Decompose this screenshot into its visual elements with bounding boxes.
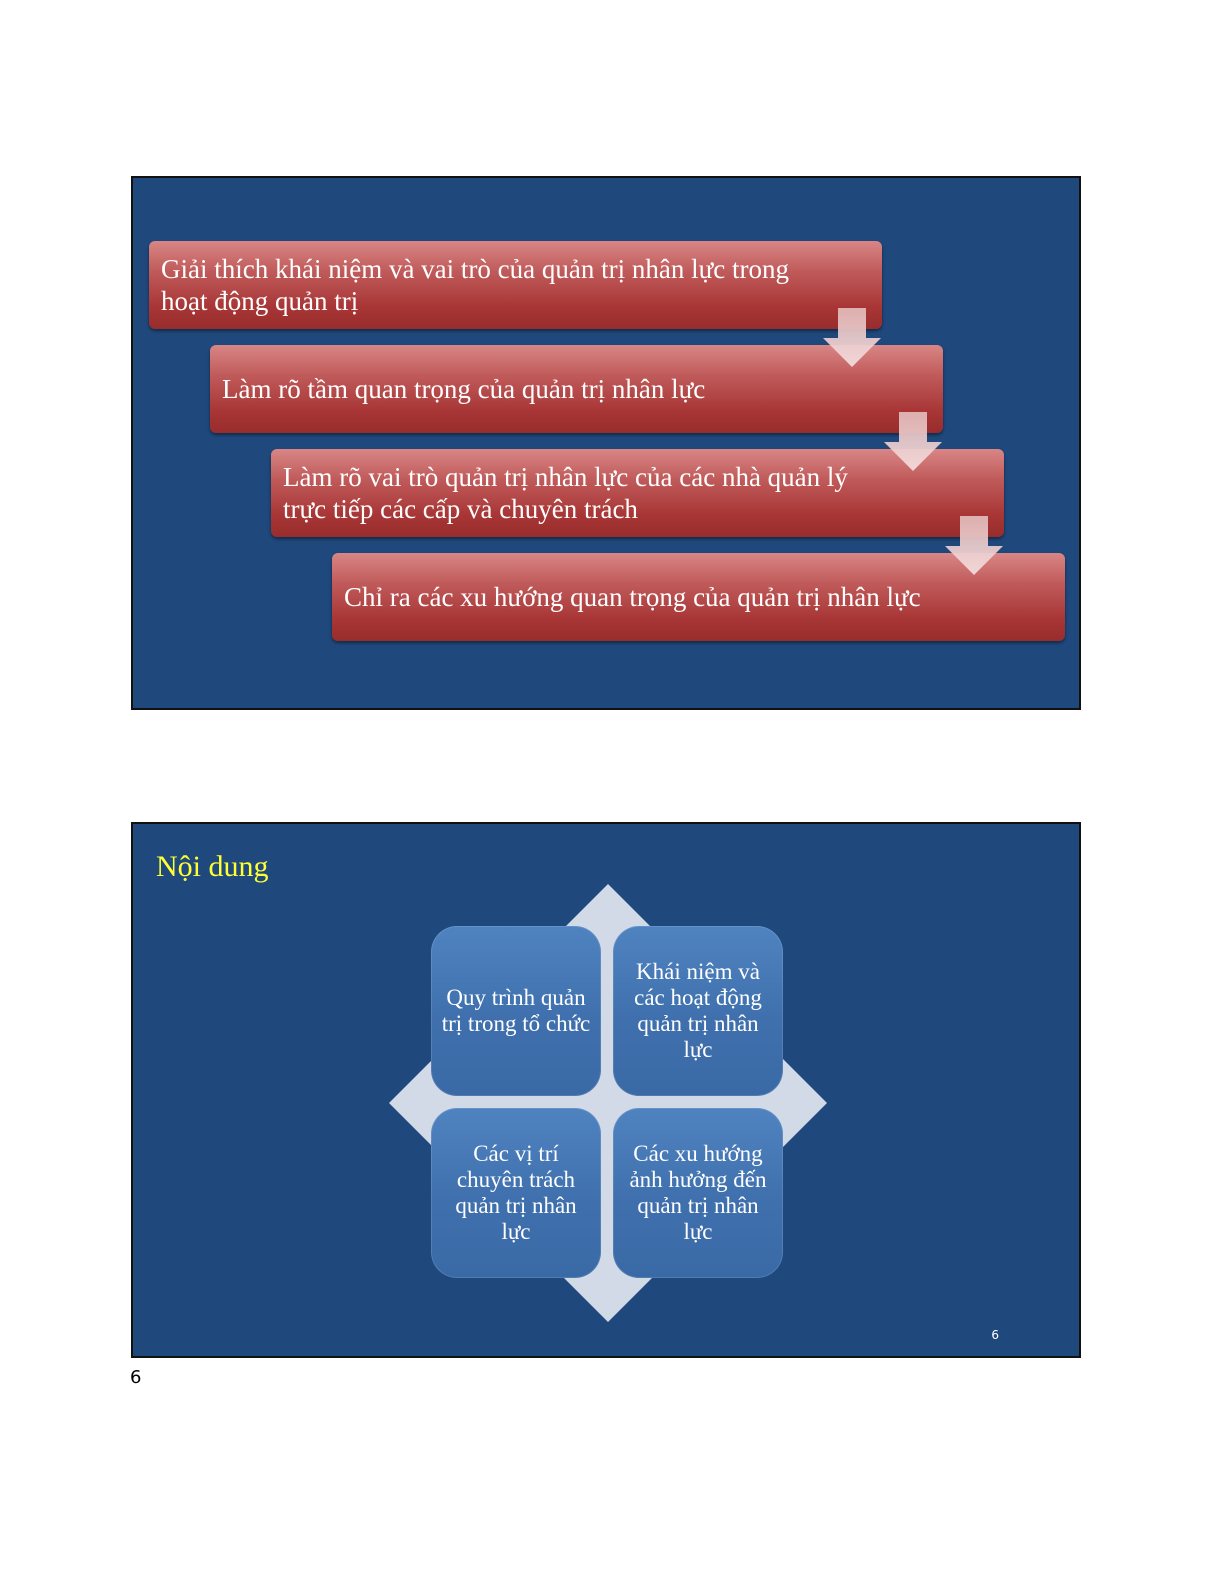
quadrant-bottom-left — [431, 1108, 601, 1278]
slide-number: 6 — [991, 1328, 999, 1342]
slide-title: Nội dung — [156, 850, 269, 883]
slide-objectives — [131, 176, 1081, 710]
quadrant-bottom-right — [613, 1108, 783, 1278]
process-step-1-text: Giải thích khái niệm và vai trò của quản trị nhân lực trong hoạt động quản trị — [161, 254, 789, 316]
slide-contents — [131, 822, 1081, 1358]
quadrant-top-right-text: Khái niệm và các hoạt động quản trị nhân lực — [634, 959, 762, 1062]
quadrant-top-left — [431, 926, 601, 1096]
quadrant-bottom-left-text: Các vị trí chuyên trách quản trị nhân lực — [455, 1141, 577, 1244]
down-arrow-icon — [883, 412, 943, 472]
quadrant-bottom-right-text: Các xu hướng ảnh hưởng đến quản trị nhân lực — [629, 1141, 767, 1244]
content-matrix — [389, 884, 827, 1322]
down-arrow-icon — [944, 516, 1004, 576]
down-arrow-icon — [822, 308, 882, 368]
quadrant-top-left-text: Quy trình quản trị trong tổ chức — [441, 985, 591, 1036]
quadrant-top-right — [613, 926, 783, 1096]
process-step-4-text: Chỉ ra các xu hướng quan trọng của quản trị nhân lực — [344, 582, 921, 612]
page-number: 6 — [130, 1367, 142, 1388]
process-step-2-text: Làm rõ tầm quan trọng của quản trị nhân lực — [222, 374, 706, 404]
process-step-1 — [149, 241, 882, 329]
process-step-3-text: Làm rõ vai trò quản trị nhân lực của các nhà quản lý trực tiếp các cấp và chuyên trách — [283, 462, 848, 524]
